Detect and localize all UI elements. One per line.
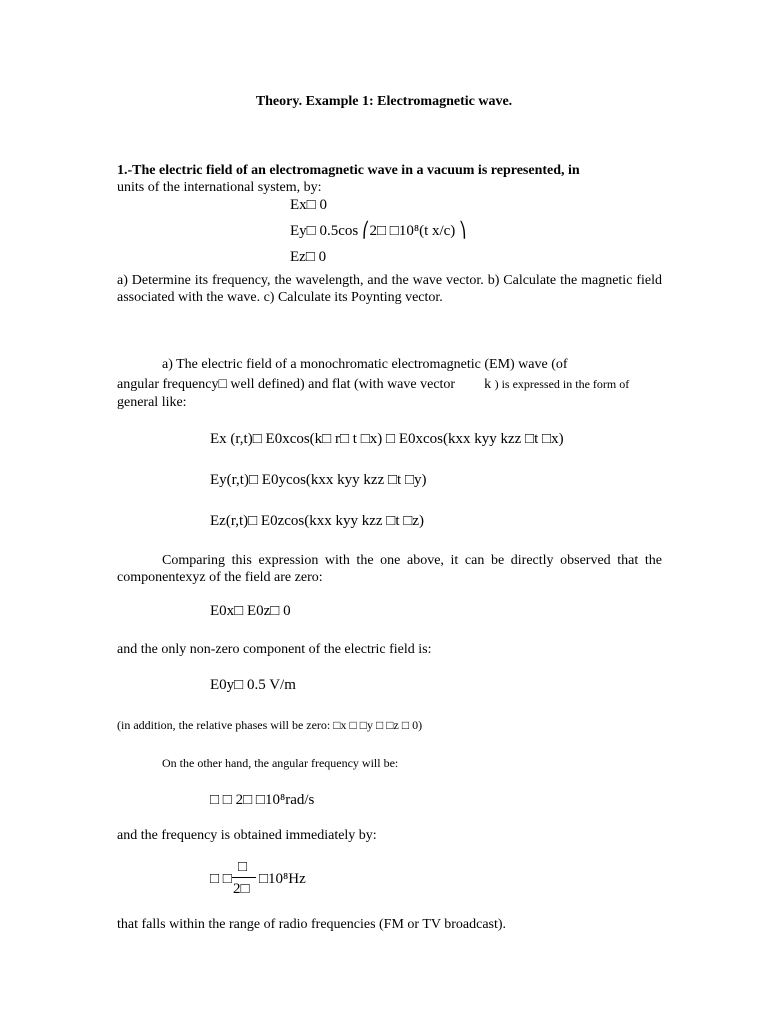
wave-vector-symbol: k: [484, 377, 492, 392]
answer-intro-line2-b: ) is expressed in the form of: [494, 377, 630, 391]
problem-statement: [117, 162, 662, 196]
equation-ez: Ez□ 0: [290, 249, 327, 265]
equation-ex-general: Ex (r,t)□ E0xcos(k□ r□ t □x) □ E0xcos(kxx kyy kzz □t □x): [210, 431, 564, 447]
answer-intro-line1: a) The electric field of a monochromatic electromagnetic (EM) wave (of: [162, 357, 568, 372]
fraction-bar: [232, 877, 256, 878]
equation-ex: Ex□ 0: [290, 197, 327, 213]
equation-frequency-lhs: □ □: [210, 871, 232, 887]
comparing-paragraph: Comparing this expression with the one above, it can be directly observed that the componentexyz of the field are zero:: [117, 553, 662, 585]
answer-intro-line2: [117, 378, 629, 392]
document-title: Theory. Example 1: Electromagnetic wave.: [255, 94, 513, 109]
equation-zero-components: E0x□ E0z□ 0: [210, 603, 291, 619]
problem-lead-bold: 1.-The electric field of an electromagnetic wave in a vacuum is represented, in: [117, 163, 580, 178]
angular-frequency-text: On the other hand, the angular frequency will be:: [162, 756, 399, 770]
equation-frequency-rhs: □10⁸Hz: [259, 871, 306, 887]
equation-omega: □ □ 2□ □10⁸rad/s: [210, 792, 315, 808]
answer-intro-line3: general like:: [117, 395, 187, 410]
equation-frequency-denominator: 2□: [233, 881, 250, 897]
equation-ey: Ey□ 0.5cos ⎛2□ □10⁸(t x/c) ⎞: [290, 223, 467, 239]
equation-ez-general: Ez(r,t)□ E0zcos(kxx kyy kzz □t □z): [210, 513, 424, 529]
radio-frequency-text: that falls within the range of radio frequencies (FM or TV broadcast).: [117, 917, 507, 932]
answer-intro-line2-a: angular frequency□ well defined) and flat (with wave vector: [117, 377, 456, 392]
problem-lead-rest: units of the international system, by:: [117, 180, 322, 195]
frequency-text: and the frequency is obtained immediately by:: [117, 828, 377, 843]
equation-ey-general: Ey(r,t)□ E0ycos(kxx kyy kzz □t □y): [210, 472, 427, 488]
equation-frequency-numerator: □: [238, 859, 248, 875]
phases-text: (in addition, the relative phases will be zero: □x □ □y □ □z □ 0): [117, 718, 423, 732]
problem-questions: a) Determine its frequency, the wavelength, and the wave vector. b) Calculate the magnetic field associated with the wave. c) Calculate its Poynting vector.: [117, 273, 662, 305]
nonzero-text: and the only non-zero component of the electric field is:: [117, 642, 432, 657]
equation-e0y: E0y□ 0.5 V/m: [210, 677, 296, 693]
